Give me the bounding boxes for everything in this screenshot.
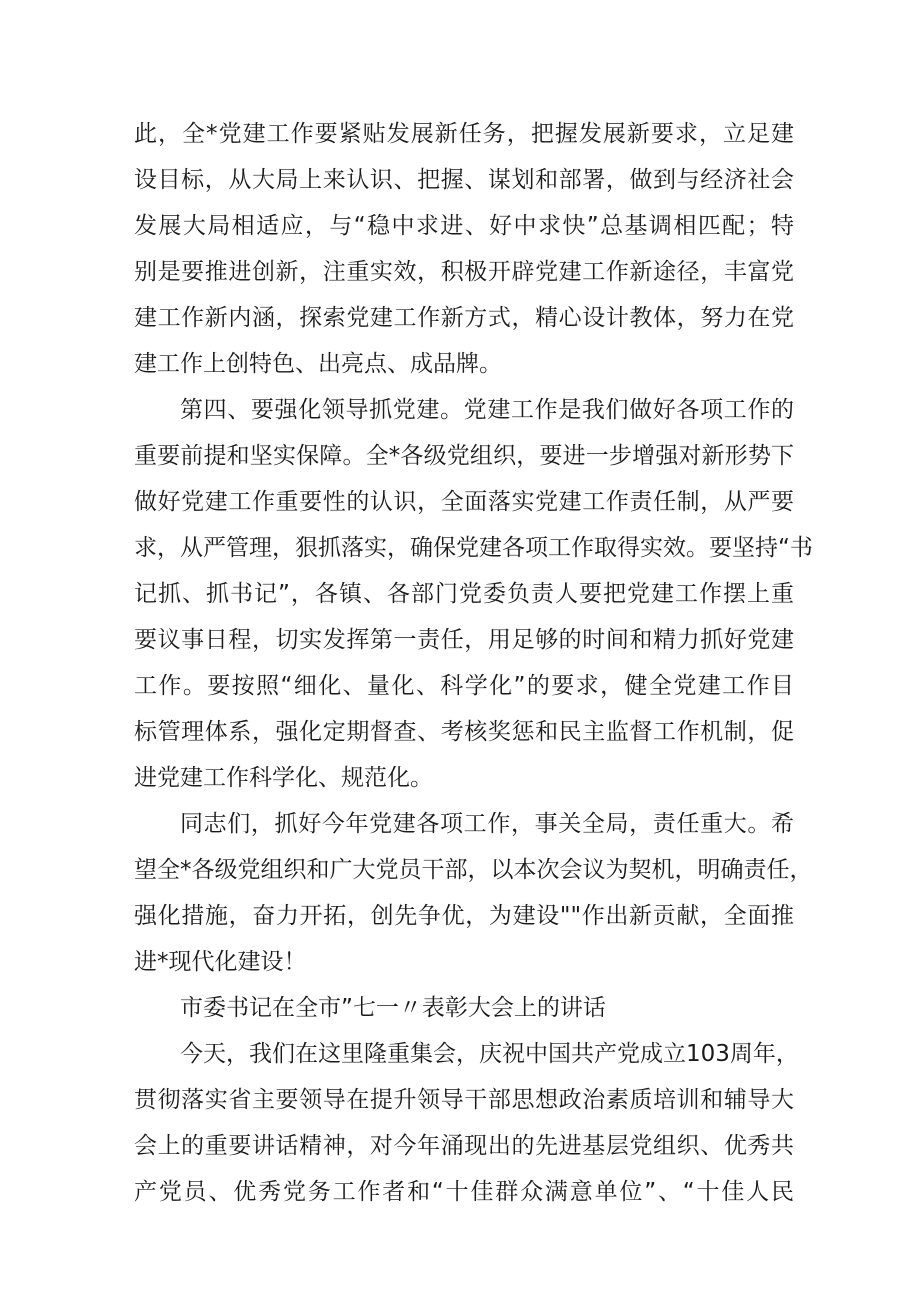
text-line: 工作。要按照“细化、量化、科学化”的要求，健全党建工作目 bbox=[134, 673, 794, 699]
paragraph-first-line: 第四、要强化领导抓党建。党建工作是我们做好各项工作的 bbox=[180, 397, 794, 423]
text-line: 望全*各级党组织和广大党员干部，以本次会议为契机，明确责任， bbox=[134, 857, 813, 883]
text-line: 建工作新内涵，探索党建工作新方式，精心设计教体，努力在党 bbox=[134, 305, 794, 331]
text-line: 求，从严管理，狠抓落实，确保党建各项工作取得实效。要坚持“书 bbox=[134, 535, 813, 561]
text-line: 贯彻落实省主要领导在提升领导干部思想政治素质培训和辅导大 bbox=[134, 1087, 794, 1113]
text-line: 进党建工作科学化、规范化。 bbox=[134, 765, 433, 791]
text-line: 发展大局相适应，与“稳中求进、好中求快”总基调相匹配；特 bbox=[134, 213, 794, 239]
text-line: 产党员、优秀党务工作者和“十佳群众满意单位”、“十佳人民 bbox=[134, 1179, 794, 1205]
section-title: 市委书记在全市”七一〃表彰大会上的讲话 bbox=[180, 995, 606, 1021]
text-line: 别是要推进创新，注重实效，积极开辟党建工作新途径，丰富党 bbox=[134, 259, 794, 285]
text-line: 会上的重要讲话精神，对今年涌现出的先进基层党组织、优秀共 bbox=[134, 1133, 794, 1159]
text-line: 重要前提和坚实保障。全*各级党组织，要进一步增强对新形势下 bbox=[134, 443, 794, 469]
text-line: 要议事日程，切实发挥第一责任，用足够的时间和精力抓好党建 bbox=[134, 627, 794, 653]
text-line: 做好党建工作重要性的认识，全面落实党建工作责任制，从严要 bbox=[134, 489, 794, 515]
text-line: 标管理体系，强化定期督查、考核奖惩和民主监督工作机制，促 bbox=[134, 719, 794, 745]
text-line: 记抓、抓书记”，各镇、各部门党委负责人要把党建工作摆上重 bbox=[134, 581, 794, 607]
text-line: 建工作上创特色、出亮点、成品牌。 bbox=[134, 351, 502, 377]
text-line: 此，全*党建工作要紧贴发展新任务，把握发展新要求，立足建 bbox=[134, 121, 794, 147]
text-line: 设目标，从大局上来认识、把握、谋划和部署，做到与经济社会 bbox=[134, 167, 794, 193]
paragraph-first-line: 今天，我们在这里隆重集会，庆祝中国共产党成立103周年， bbox=[180, 1041, 799, 1067]
text-line: 强化措施，奋力开拓，创先争优，为建设""作出新贡献，全面推 bbox=[134, 903, 794, 929]
paragraph-first-line: 同志们，抓好今年党建各项工作，事关全局，责任重大。希 bbox=[180, 811, 794, 837]
text-line: 进*现代化建设！ bbox=[134, 949, 307, 975]
